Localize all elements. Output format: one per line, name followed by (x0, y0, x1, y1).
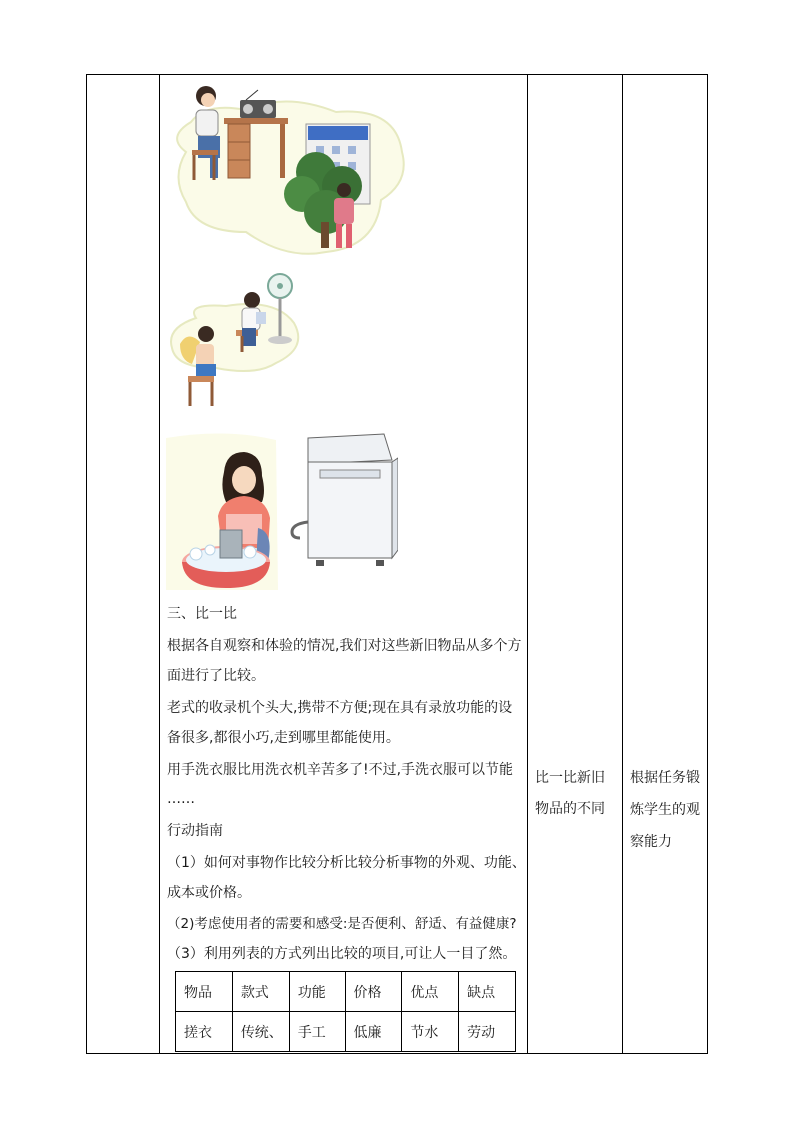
intent-text: 察能力 (630, 834, 672, 850)
paragraph-line: 根据各自观察和体验的情况,我们对这些新旧物品从多个方 (167, 638, 522, 654)
table-border-top (86, 74, 708, 75)
guide-heading: 行动指南 (167, 823, 223, 839)
guide-item: （1）如何对事物作比较分析比较分析事物的外观、功能、 (167, 855, 526, 871)
table-cell: 劳动 (459, 1012, 516, 1052)
table-divider-3 (622, 74, 623, 1054)
table-header-cell: 物品 (176, 972, 233, 1012)
table-cell: 手工 (289, 1012, 345, 1052)
paragraph-line: 老式的收录机个头大,携带不方便;现在具有录放功能的设 (167, 700, 513, 716)
intent-text: 根据任务锻 (630, 770, 700, 786)
table-border-left (86, 74, 87, 1054)
table-header-cell: 功能 (289, 972, 345, 1012)
paragraph-line: 面进行了比较。 (167, 668, 265, 684)
table-row (176, 1012, 516, 1052)
table-header-cell: 优点 (402, 972, 459, 1012)
table-divider-2 (527, 74, 528, 1054)
guide-item: 成本或价格。 (167, 885, 251, 901)
table-cell: 传统、 (232, 1012, 289, 1052)
activity-text: 比一比新旧 (535, 770, 605, 786)
table-cell: 搓衣 (176, 1012, 233, 1052)
table-cell: 低廉 (345, 1012, 402, 1052)
guide-item: （3）利用列表的方式列出比较的项目,可让人一目了然。 (167, 946, 517, 962)
table-border-right (707, 74, 708, 1054)
illustration-fan-scene (166, 268, 310, 412)
table-divider-1 (159, 74, 160, 1054)
illustration-washing-scene (166, 432, 398, 592)
paragraph-line: 用手洗衣服比用洗衣机辛苦多了!不过,手洗衣服可以节能 (167, 762, 514, 778)
section-title: 三、比一比 (167, 606, 237, 622)
activity-text: 物品的不同 (535, 801, 605, 817)
table-cell: 节水 (402, 1012, 459, 1052)
intent-text: 炼学生的观 (630, 802, 700, 818)
table-header-cell: 缺点 (459, 972, 516, 1012)
illustration-radio-scene (166, 82, 410, 262)
compare-table (175, 971, 516, 1052)
paragraph-line: 备很多,都很小巧,走到哪里都能使用。 (167, 730, 400, 746)
table-border-bottom (86, 1053, 708, 1054)
table-header-cell: 款式 (232, 972, 289, 1012)
table-header-cell: 价格 (345, 972, 402, 1012)
paragraph-line: …… (167, 791, 195, 807)
guide-item: （2)考虑使用者的需要和感受:是否便利、舒适、有益健康? (167, 916, 517, 932)
table-row (176, 972, 516, 1012)
